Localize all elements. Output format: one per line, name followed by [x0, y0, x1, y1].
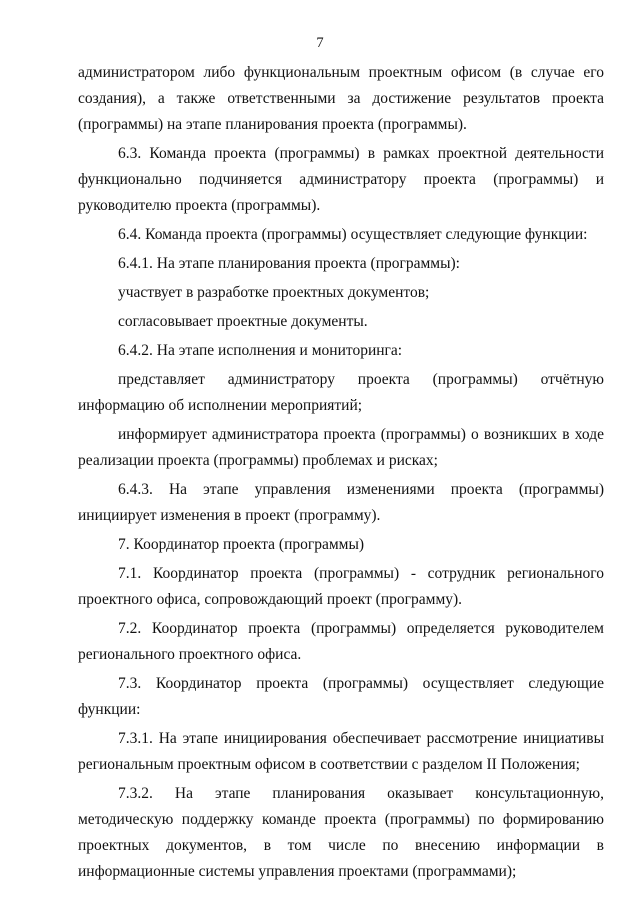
paragraph-6-4-2: 6.4.2. На этапе исполнения и мониторинга: [118, 342, 403, 359]
paragraph-6-4-3: 6.4.3. На этапе управления изменениями проекта (программы) инициирует изменения в проект (программу). [78, 481, 604, 524]
paragraph-7-3-1: 7.3.1. На этапе инициирования обеспечивает рассмотрение инициативы региональным проектным офисом в соответствии с разделом II Положения; [78, 730, 604, 773]
page-number: 7 [316, 35, 324, 51]
paragraph-6-4: 6.4. Команда проекта (программы) осуществляет следующие функции: [118, 226, 588, 243]
paragraph-7-3: 7.3. Координатор проекта (программы) осуществляет следующие функции: [78, 675, 604, 718]
list-item: согласовывает проектные документы. [118, 313, 368, 330]
paragraph-6-4-1: 6.4.1. На этапе планирования проекта (программы): [118, 255, 460, 272]
list-item: информирует администратора проекта (программы) о возникших в ходе реализации проекта (программы) проблемах и рисках; [78, 426, 604, 469]
paragraph-7-3-2: 7.3.2. На этапе планирования оказывает консультационную, методическую поддержку команде проекта (программы) по формированию проектных документов, в том числе по внесению информации в информационные системы управления проектами (программами); [78, 785, 604, 880]
document-body [78, 60, 604, 885]
list-item: представляет администратору проекта (программы) отчётную информацию об исполнении мероприятий; [78, 371, 604, 414]
paragraph-7-2: 7.2. Координатор проекта (программы) определяется руководителем регионального проектного офиса. [78, 620, 604, 663]
paragraph-7-1: 7.1. Координатор проекта (программы) - сотрудник регионального проектного офиса, сопровождающий проект (программу). [78, 565, 604, 608]
section-heading: 7. Координатор проекта (программы) [118, 536, 365, 553]
paragraph-6-3: 6.3. Команда проекта (программы) в рамках проектной деятельности функционально подчиняется администратору проекта (программы) и руководителю проекта (программы). [78, 145, 604, 214]
paragraph-continuation: администратором либо функциональным проектным офисом (в случае его создания), а также ответственными за достижение результатов проекта (программы) на этапе планирования проекта (программы). [78, 64, 604, 133]
list-item: участвует в разработке проектных документов; [118, 284, 430, 301]
